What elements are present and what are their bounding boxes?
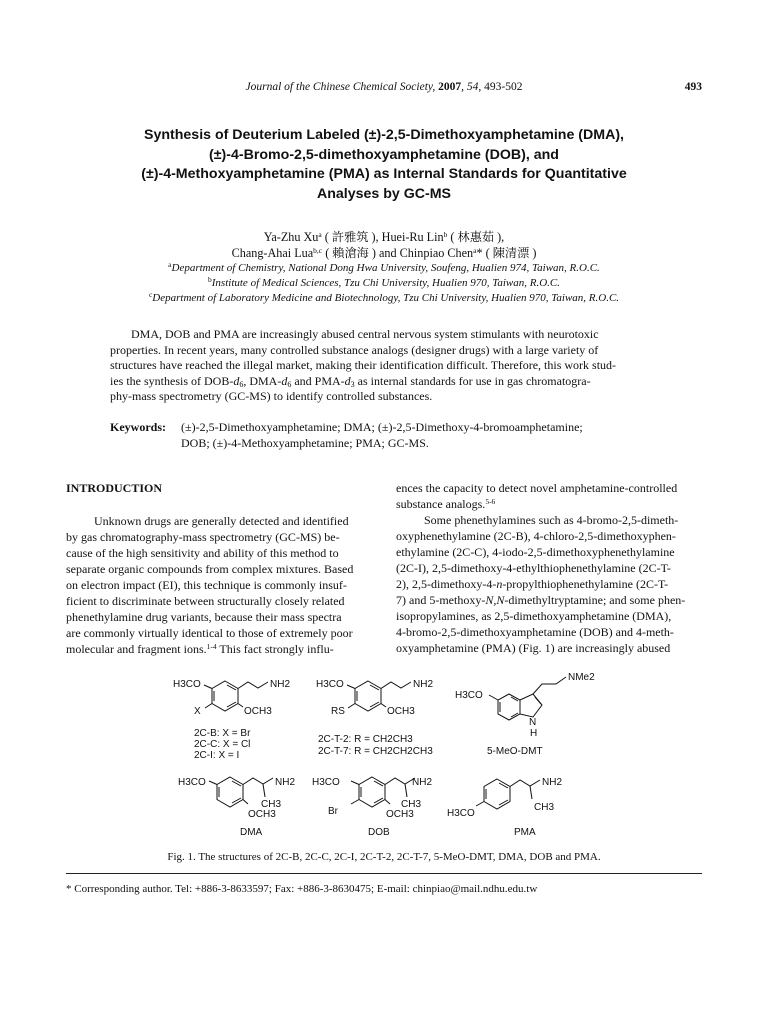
name-dob: DOB <box>368 827 390 838</box>
text-run: 2), 2,5-dimethoxy-4- <box>396 576 497 591</box>
label-h3co: H3CO <box>455 690 483 701</box>
name-pma: PMA <box>514 827 536 838</box>
title-line: (±)-4-Bromo-2,5-dimethoxyamphetamine (DOB), and <box>209 146 559 163</box>
footnote-rule <box>66 873 702 874</box>
author-chinese-name: ( 林惠茹 ), <box>450 230 505 244</box>
body-line: phenethylamine drug variants, because their mass spectra <box>66 609 342 624</box>
author-chinese-name: ( 陳清漂 ) <box>485 245 537 260</box>
affiliation-text: Department of Chemistry, National Dong Hwa University, Soufeng, Hualien 974, Taiwan, R.O.C. <box>171 262 600 274</box>
keywords-line: DOB; (±)-4-Methoxyamphetamine; PMA; GC-MS. <box>181 435 429 450</box>
text-run: 6 <box>287 379 292 389</box>
affiliation-sup: c <box>148 289 153 299</box>
label-och3: OCH3 <box>248 809 276 820</box>
text-run: and PMA- <box>291 373 345 388</box>
body-line: oxyamphetamine (PMA) (Fig. 1) are increasingly abused <box>396 640 671 655</box>
label-ch3: CH3 <box>534 802 555 813</box>
figure-caption: Fig. 1. The structures of 2C-B, 2C-C, 2C-I, 2C-T-2, 2C-T-7, 5-MeO-DMT, DMA, DOB and PMA. <box>167 851 601 863</box>
subst-2c-t-2: 2C-T-2: R = CH2CH3 <box>318 734 413 745</box>
label-ch3: CH3 <box>261 799 282 810</box>
text-run: d <box>344 373 351 388</box>
journal-volume: 54 <box>466 81 479 93</box>
body-line <box>396 593 702 609</box>
abstract-line <box>110 374 658 390</box>
label-h3co: H3CO <box>447 808 475 819</box>
label-h3co: H3CO <box>312 777 340 788</box>
body-line: separate organic compounds from complex mixtures. Based <box>66 561 354 576</box>
body-line: 4-bromo-2,5-dimethoxyamphetamine (DOB) and 4-meth- <box>396 624 674 639</box>
subst-2c-t-7: 2C-T-7: R = CH2CH2CH3 <box>318 746 433 757</box>
affiliation-text: Institute of Medical Sciences, Tzu Chi University, Hualien 970, Taiwan, R.O.C. <box>211 276 560 289</box>
text-run: 3 <box>350 379 355 389</box>
affiliation-line <box>0 291 768 306</box>
label-h3co: H3CO <box>316 679 344 690</box>
author-list <box>0 230 768 261</box>
label-nh2: NH2 <box>270 679 291 690</box>
text-run: , DMA- <box>243 373 282 388</box>
footnote: * Corresponding author. Tel: +886-3-8633597; Fax: +886-3-8630475; E-mail: chinpiao@mail.ndhu.edu.tw <box>66 883 538 895</box>
right-column <box>396 481 702 656</box>
body-line: oxyphenethylamine (2C-B), 4-chloro-2,5-dimethoxyphen- <box>396 528 676 543</box>
page-number: 493 <box>684 81 702 93</box>
title-line: (±)-4-Methoxyamphetamine (PMA) as Internal Standards for Quantitative <box>141 166 627 182</box>
running-header: Journal of the Chinese Chemical Society, 2007, 54, 493-502 <box>245 81 523 93</box>
abstract-line: phy-mass spectrometry (GC-MS) to identify controlled substances. <box>110 389 433 403</box>
affiliation-sup: b <box>208 274 212 284</box>
figure-structures <box>110 672 670 848</box>
label-nh2: NH2 <box>412 777 433 788</box>
keywords-line: (±)-2,5-Dimethoxyamphetamine; DMA; (±)-2,5-Dimethoxy-4-bromoamphetamine; <box>181 420 583 434</box>
affiliations <box>0 261 768 305</box>
text-run: ies the synthesis of DOB- <box>110 373 234 388</box>
label-br: Br <box>328 806 338 817</box>
author-sup: a <box>473 245 477 255</box>
text-run: This fact strongly influ- <box>216 641 334 656</box>
title-line: Analyses by GC-MS <box>316 185 452 202</box>
journal-year: 2007 <box>438 81 462 93</box>
text-run: n <box>496 576 503 591</box>
text-run: as internal standards for use in gas chromatogra- <box>354 373 591 388</box>
text-run: -dimethyltryptamine; and some phen- <box>504 592 686 607</box>
text-run: d <box>233 373 240 388</box>
body-line: isopropylamines, as 2,5-dimethoxyamphetamine (DMA), <box>396 608 672 623</box>
abstract <box>110 327 658 405</box>
corresponding-star: * <box>476 245 483 260</box>
label-nh2: NH2 <box>275 777 296 788</box>
text-run: 7) and 5-methoxy- <box>396 592 486 607</box>
affiliation-line <box>0 276 768 291</box>
citation-sup: 5-6 <box>485 496 496 506</box>
body-line: (2C-I), 2,5-dimethoxy-4-ethylthiophenethylamine (2C-T- <box>396 560 671 575</box>
body-line <box>396 577 702 593</box>
body-line: ethylamine (2C-C), 4-iodo-2,5-dimethoxyphenethylamine <box>396 544 675 559</box>
name-5-meo-dmt: 5-MeO-DMT <box>487 746 543 757</box>
affiliation-line <box>0 261 768 276</box>
label-och3: OCH3 <box>387 706 415 717</box>
journal-pages: 493-502 <box>484 81 523 93</box>
label-ch3: CH3 <box>401 799 422 810</box>
body-line: Unknown drugs are generally detected and identified <box>94 514 349 528</box>
affiliation-text: Department of Laboratory Medicine and Biotechnology, Tzu Chi University, Hualien 970, Taiwan, R.O.C. <box>152 291 620 304</box>
left-column <box>66 514 372 658</box>
subst-2c-i: 2C-I: X = I <box>194 750 240 761</box>
label-h3co: H3CO <box>178 777 206 788</box>
label-h3co: H3CO <box>173 679 201 690</box>
author-sup: b,c <box>313 245 323 255</box>
body-line: Some phenethylamines such as 4-bromo-2,5-dimeth- <box>424 512 679 527</box>
abstract-line: DMA, DOB and PMA are increasingly abused central nervous system stimulants with neurotoxic <box>131 327 599 341</box>
subst-2c-b: 2C-B: X = Br <box>194 728 251 739</box>
author-chinese-name: ( 賴滄海 ) and <box>325 245 397 260</box>
body-line: are commonly virtually identical to those of extremely poor <box>66 625 353 640</box>
text-run: molecular and fragment ions. <box>66 641 207 656</box>
name-dma: DMA <box>240 827 263 838</box>
label-nme2: NMe2 <box>568 672 595 683</box>
label-nh2: NH2 <box>413 679 434 690</box>
journal-name: Journal of the Chinese Chemical Society <box>245 81 433 93</box>
keywords-label: Keywords: <box>110 420 166 434</box>
author-chinese-name: ( 許雅筑 ), <box>324 230 379 244</box>
label-nh2: NH2 <box>542 777 563 788</box>
abstract-line: properties. In recent years, many controlled substance analogs (designer drugs) with a large variety of <box>110 342 599 357</box>
label-och3: OCH3 <box>386 809 414 820</box>
author-sup: a <box>318 230 322 239</box>
body-line: ficient to discriminate between structurally closely related <box>66 593 345 608</box>
author-name: Chinpiao Chen <box>399 245 474 260</box>
label-och3: OCH3 <box>244 706 272 717</box>
text-run: -propylthiophenethylamine (2C-T- <box>502 576 669 591</box>
keywords-body <box>181 420 661 451</box>
body-line: by gas chromatography-mass spectrometry (GC-MS) be- <box>66 529 340 544</box>
label-x: X <box>194 706 201 717</box>
title-line: Synthesis of Deuterium Labeled (±)-2,5-Dimethoxyamphetamine (DMA), <box>144 127 624 143</box>
label-n: N <box>529 717 537 728</box>
author-name: Huei-Ru Lin <box>381 230 444 244</box>
affiliation-sup: a <box>168 260 172 269</box>
paper-title <box>90 126 678 204</box>
body-line: ences the capacity to detect novel amphetamine-controlled <box>396 481 678 495</box>
body-line <box>396 497 702 513</box>
author-sup: b <box>443 230 448 239</box>
author-name: Chang-Ahai Lua <box>231 245 314 260</box>
abstract-line: structures have reached the illegal market, making their identification difficult. Therefore, this work stud- <box>110 358 617 372</box>
body-line: on electron impact (EI), this technique is commonly insuf- <box>66 577 347 592</box>
label-rs: RS <box>331 706 345 717</box>
text-run: substance analogs. <box>396 496 486 511</box>
section-heading: INTRODUCTION <box>66 481 163 495</box>
citation-sup: 1-4 <box>206 641 217 651</box>
text-run: d <box>281 373 288 388</box>
body-line: cause of the high sensitivity and ability of this method to <box>66 545 339 560</box>
body-line <box>66 642 372 658</box>
subst-2c-c: 2C-C: X = Cl <box>194 739 251 750</box>
author-name: Ya-Zhu Xu <box>263 230 319 244</box>
label-h: H <box>530 728 538 739</box>
text-run: N,N <box>485 592 505 607</box>
text-run: 6 <box>239 379 244 389</box>
